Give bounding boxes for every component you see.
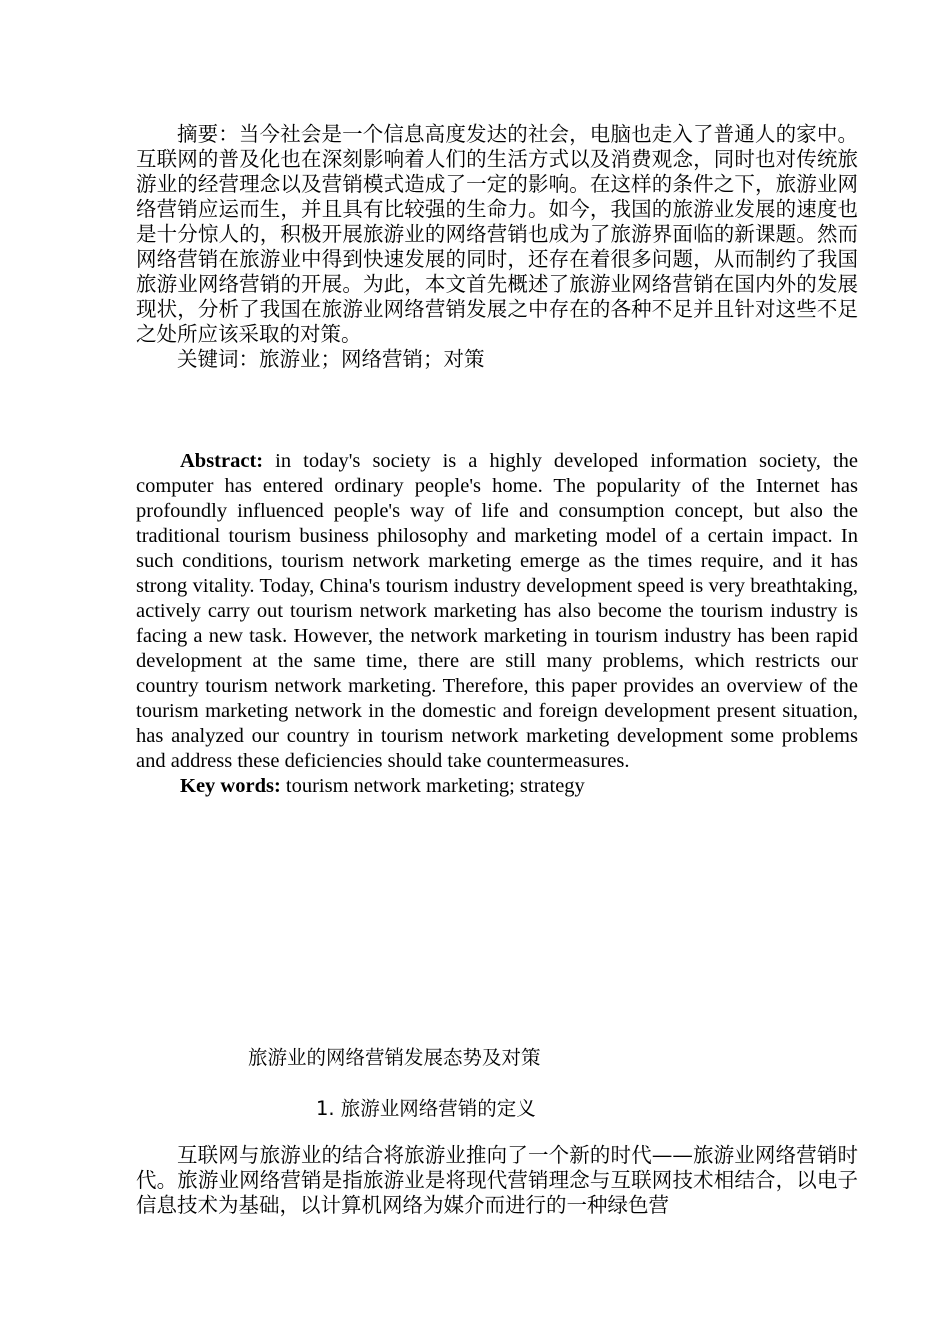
english-abstract-text: in today's society is a highly developed information society, the computer has entered ordinary people's home. The popularity of the Internet has profoundly influenced people's way of life and consumption concept, but also the traditional tourism business philosophy and marketing model of a certain impact. In such conditions, tourism network marketing emerge as the times require, and it has strong vitality. Today, China's tourism industry development speed is very breathtaking, actively carry out tourism network marketing has also become the tourism industry is facing a new task. However, the network marketing in tourism industry has been rapid development at the same time, there are still many problems, which restricts our country tourism network marketing. Therefore, this paper provides an overview of the tourism marketing network in the domestic and foreign development present situation, has analyzed our country in tourism network marketing development some problems and address these deficiencies should take countermeasures. [136, 450, 858, 772]
chinese-abstract-label: 摘要： [177, 122, 239, 146]
chinese-abstract-text: 当今社会是一个信息高度发达的社会，电脑也走入了普通人的家中。互联网的普及化也在深刻影响着人们的生活方式以及消费观念，同时也对传统旅游业的经营理念以及营销模式造成了一定的影响。在这样的条件之下，旅游业网络营销应运而生，并且具有比较强的生命力。如今，我国的旅游业发展的速度也是十分惊人的，积极开展旅游业的网络营销也成为了旅游界面临的新课题。然而网络营销在旅游业中得到快速发展的同时，还存在着很多问题，从而制约了我国旅游业网络营销的开展。为此，本文首先概述了旅游业网络营销在国内外的发展现状，分析了我国在旅游业网络营销发展之中存在的各种不足并且针对这些不足之处所应该采取的对策。 [136, 122, 858, 346]
chinese-abstract-paragraph [136, 122, 858, 347]
section-1-body [136, 1143, 858, 1218]
english-abstract-paragraph [136, 449, 858, 774]
english-keywords-label: Key words: [180, 775, 281, 797]
english-abstract-section [136, 449, 858, 799]
english-keywords-text: tourism network marketing; strategy [280, 775, 585, 797]
english-abstract-label: Abstract: [180, 450, 264, 472]
chinese-keywords-paragraph [136, 347, 858, 372]
chinese-keywords-text: 旅游业；网络营销；对策 [259, 347, 485, 371]
chinese-keywords-label: 关键词： [177, 347, 259, 371]
chinese-abstract-section [136, 122, 858, 372]
english-keywords-paragraph [136, 774, 858, 799]
section-1-paragraph: 互联网与旅游业的结合将旅游业推向了一个新的时代——旅游业网络营销时代。旅游业网络营销是指旅游业是将现代营销理念与互联网技术相结合，以电子信息技术为基础，以计算机网络为媒介而进行的一种绿色营 [136, 1143, 858, 1217]
section-1-heading: 1. 旅游业网络营销的定义 [316, 1097, 536, 1120]
paper-title: 旅游业的网络营销发展态势及对策 [248, 1046, 541, 1069]
